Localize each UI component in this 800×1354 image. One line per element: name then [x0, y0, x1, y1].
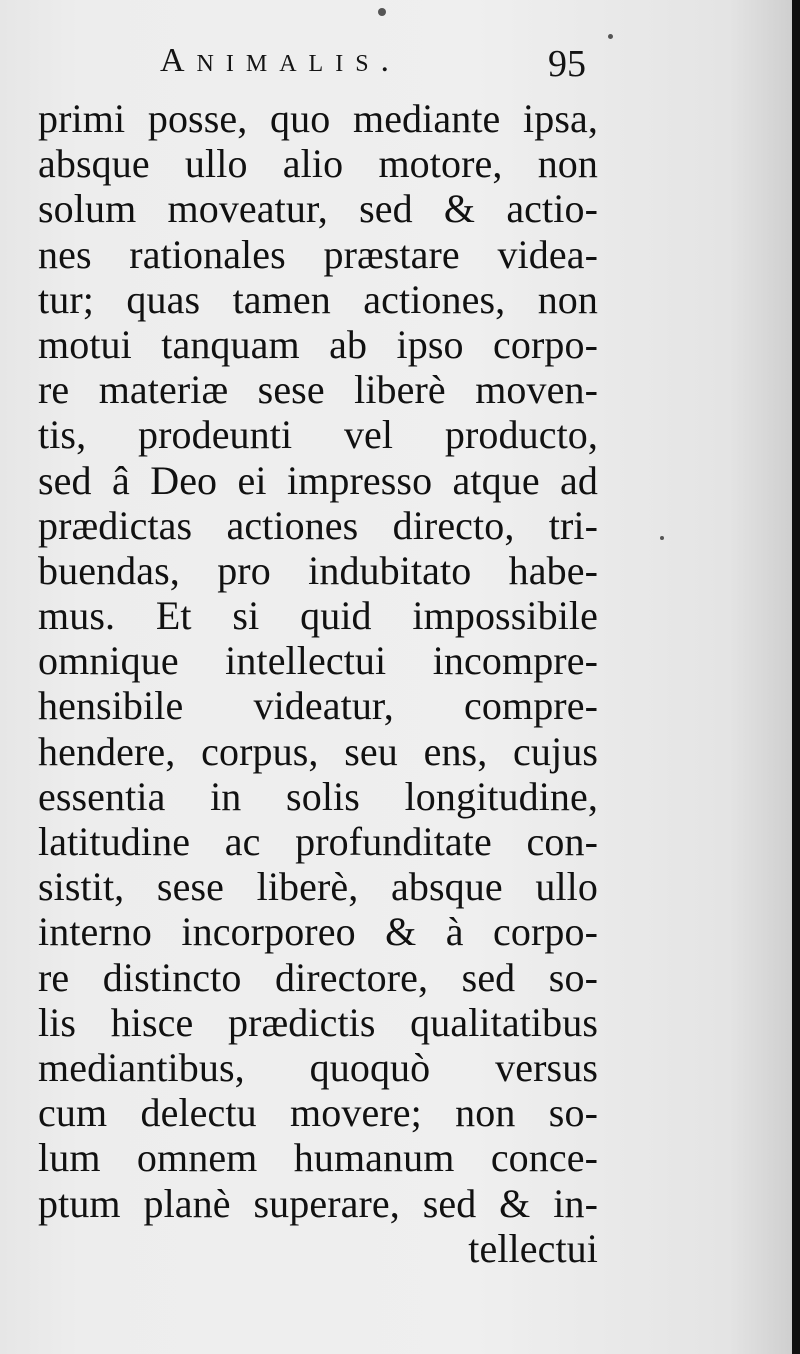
- text-line: primi posse, quo mediante ipsa,: [38, 96, 598, 141]
- text-line: lum omnem humanum conce-: [38, 1135, 598, 1181]
- text-line: omnique intellectui incompre-: [38, 638, 598, 684]
- text-line: motui tanquam ab ipso corpo-: [38, 321, 598, 367]
- text-line: latitudine ac profunditate con-: [38, 819, 598, 864]
- text-line: hendere, corpus, seu ens, cujus: [38, 728, 598, 774]
- text-line: sed â Deo ei impresso atque ad: [38, 457, 598, 503]
- body-text: [38, 96, 598, 1271]
- text-line: cum delectu movere; non so-: [38, 1090, 598, 1136]
- text-line: ptum planè superare, sed & in-: [38, 1180, 598, 1226]
- text-line: mediantibus, quoquò versus: [38, 1044, 598, 1090]
- catchword-line: tellectui: [468, 1225, 598, 1271]
- text-line: mus. Et si quid impossibile: [38, 593, 598, 639]
- text-line: hensibile videatur, compre-: [38, 683, 598, 729]
- text-line: interno incorporeo & à corpo-: [38, 909, 598, 955]
- paper-speck: [378, 8, 386, 16]
- text-line: re distincto directore, sed so-: [38, 954, 598, 1000]
- page-number: 95: [548, 43, 586, 85]
- text-line: absque ullo alio motore, non: [38, 141, 598, 187]
- running-head: [0, 42, 792, 92]
- page-edge-shadow: [792, 0, 800, 1354]
- text-line: tis, prodeunti vel producto,: [38, 412, 598, 458]
- text-line: lis hisce prædictis qualitatibus: [38, 999, 598, 1045]
- text-line: solum moveatur, sed & actio-: [38, 186, 598, 232]
- paper-speck: [608, 34, 613, 39]
- text-line: tur; quas tamen actiones, non: [38, 276, 598, 322]
- paper-speck: [660, 536, 664, 540]
- text-line: re materiæ sese liberè moven-: [38, 367, 598, 413]
- text-line: sistit, sese liberè, absque ullo: [38, 864, 598, 910]
- text-line: buendas, pro indubitato habe-: [38, 547, 598, 593]
- text-line: essentia in solis longitudine,: [38, 773, 598, 819]
- text-line: prædictas actiones directo, tri-: [38, 502, 598, 548]
- running-title: Animalis.: [160, 42, 402, 79]
- text-line: nes rationales præstare videa-: [38, 231, 598, 277]
